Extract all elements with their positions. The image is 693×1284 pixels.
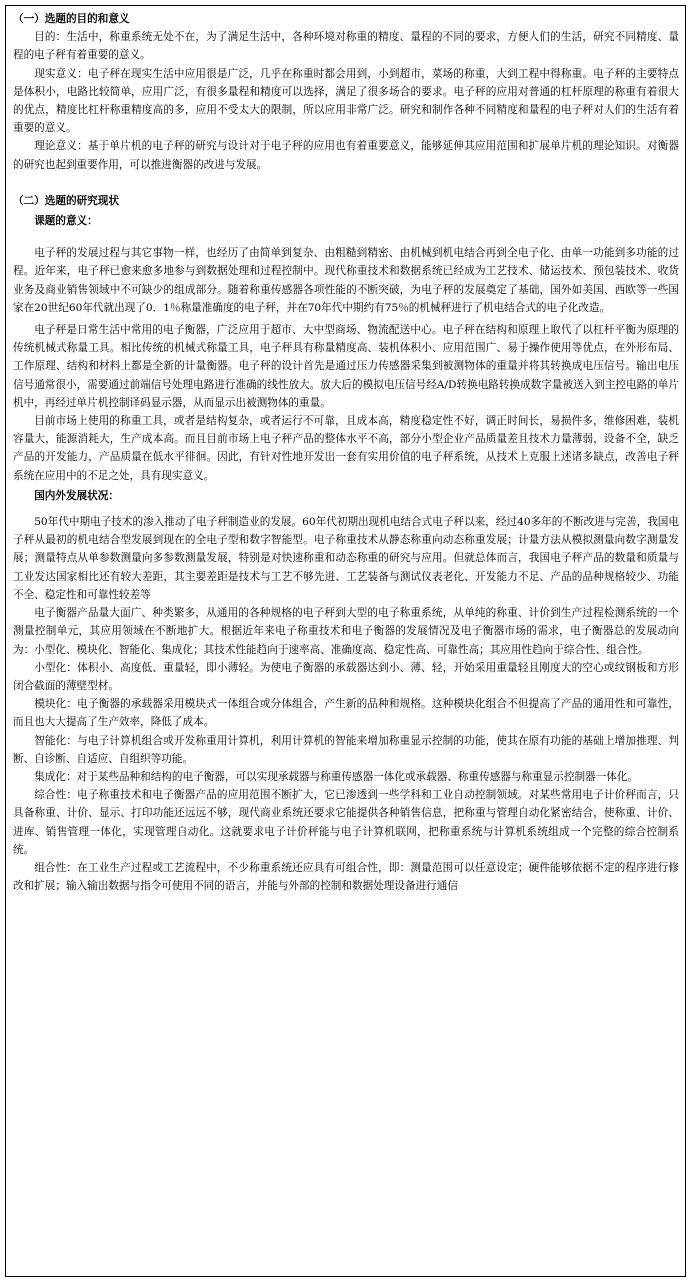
paragraph-miniaturization: 小型化：体积小、高度低、重量轻，即小薄轻。为使电子衡器的承载器达到小、薄、轻，开始采用重量轻且刚度大的空心或纹钢板和方形闭合截面的薄壁型材。 [13, 661, 679, 692]
document-page [5, 5, 686, 1277]
paragraph-theoretical-significance: 理论意义：基于单片机的电子秤的研究与设计对于电子秤的应用也有着重要意义，能够延伸其应用范围和扩展单片机的理论知识。对衡器的研究也起到重要作用，可以推进衡器的改进与发展。 [13, 140, 679, 171]
paragraph-market-problems: 目前市场上使用的称重工具，或者是结构复杂，或者运行不可靠，且成本高，精度稳定性不好，调正时间长，易损件多，维修困难，装机容量大，能源消耗大，生产成本高。而且目前市场上电子秤产品的整体水平不高，部分小型企业产品质量差且技术力量薄弱，设备不全，缺乏产品的开发能力，产品质量在低水平徘徊。因此，有针对性地开发出一套有实用价值的电子秤系统，从技术上克服上述诸多缺点，改善电子秤系统在应用中的不足之处，具有现实意义。 [13, 415, 679, 482]
paragraph-intelligence: 智能化：与电子计算机组合或开发称重用计算机，利用计算机的智能来增加称重显示控制的功能，使其在原有功能的基础上增加推理、判断、自诊断、自适应、自组织等功能。 [13, 734, 679, 765]
paragraph-domestic-history: 50年代中期电子技术的渗入推动了电子秤制造业的发展。60年代初期出现机电结合式电子秤以来，经过40多年的不断改进与完善，我国电子秤从最初的机电结合型发展到现在的全电子型和数字智能型。电子称重技术从静态称重向动态称重发展；计量方法从模拟测量向数字测量发展；测量特点从单参数测量向多参数测量发展，特别是对快速称重和动态称重的研究与应用。但就总体而言，我国电子秤产品的数量和质量与工业发达国家相比还有较大差距，其主要差距是技术与工艺不够先进、工艺装备与测试仪表老化、开发能力不足、产品的品种规格较少、功能不全、稳定性和可靠性较差等 [13, 516, 679, 601]
paragraph-electronic-scale-principle: 电子秤是日常生活中常用的电子衡器，广泛应用于超市、大中型商场、物流配送中心。电子秤在结构和原理上取代了以杠杆平衡为原理的传统机械式称量工具。相比传统的机械式称量工具，电子秤具有称量精度高、装机体积小、应用范围广、易于操作使用等优点，在外形布局、工作原理、结构和材料上都是全新的计量衡器。电子秤的设计首先是通过压力传感器采集到被测物体的重量并将其转换成电压信号。输出电压信号通常很小，需要通过前端信号处理电路进行准确的线性放大。放大后的模拟电压信号经A/D转换电路转换成数字量被送入到主控电路的单片机中，再经过单片机控制译码显示器，从而显示出被测物体的重量。 [13, 324, 679, 409]
paragraph-purpose: 目的：生活中，称重系统无处不在，为了满足生活中，各种环境对称重的精度、量程的不同的要求，方便人们的生活，研究不同精度、量程的电子秤有着重要的意义。 [13, 31, 679, 62]
paragraph-practical-significance: 现实意义：电子秤在现实生活中应用很是广泛，几乎在称重时都会用到，小到超市，菜场的称重，大到工程中得称重。电子秤的主要特点是体积小，电路比较简单，应用广泛，有很多量程和精度可以选择，满足了很多场合的要求。电子秤的应用对普通的杠杆原理的称重有着很大的优点，精度比杠杆称重精度高的多，应用不受太大的限制，所以应用非常广泛。研究和制作各种不同精度和量程的电子秤对人们的生活有着重要的意义。 [13, 67, 679, 135]
paragraph-comprehensiveness: 综合性：电子称重技术和电子衡器产品的应用范围不断扩大，它已渗透到一些学科和工业自动控制领域。对某些常用电子计价秤而言，只具备称重、计价、显示、打印功能还远远不够，现代商业系统还要求它能提供各种销售信息，把称重与管理自动化紧密结合，使称重、计价、进库、销售管理一体化，实现管理自动化。这就要求电子计价秤能与电子计算机联网，把称重系统与计算机系统组成一个完整的综合控制系统。 [13, 789, 679, 856]
section2-heading: （二）选题的研究现状 [13, 194, 119, 207]
paragraph-development-history: 电子秤的发展过程与其它事物一样，也经历了由简单到复杂、由粗糙到精密、由机械到机电结合再到全电子化、由单一功能到多功能的过程。近年来，电子秤已愈来愈多地参与到数据处理和过程控制中。现代称重技术和数据系统已经成为工艺技术、储运技术、预包装技术、收货业务及商业销售领域中不可缺少的组成部分。随着称重传感器各项性能的不断突破，为电子秤的发展奠定了基础，国外如美国、西欧等一些国家在20世纪60年代就出现了0．1％称量准确度的电子秤，并在70年代中期约有75％的机械秤进行了机电结合式的电子化改造。 [13, 247, 679, 314]
paragraph-integration: 集成化：对于某些品种和结构的电子衡器，可以实现承载器与称重传感器一体化或承载器、称重传感器与称重显示控制器一体化。 [34, 770, 639, 783]
paragraph-development-trends: 电子衡器产品量大面广、种类繁多，从通用的各种规格的电子秤到大型的电子称重系统，从单纯的称重、计价到生产过程检测系统的一个测量控制单元，其应用领域在不断地扩大。根据近年来电子称重技术和电子衡器的发展情况及电子衡器市场的需求，电子衡器总的发展动向为：小型化、模块化、智能化、集成化；其技术性能趋向于速率高、准确度高、稳定性高、可靠性高；其应用性趋向于综合性、组合性。 [13, 607, 679, 656]
paragraph-combinability: 组合性：在工业生产过程或工艺流程中，不少称重系统还应具有可组合性，即：测量范围可以任意设定；硬件能够依据不定的程序进行修改和扩展；输入输出数据与指令可使用不同的语言，并能与外部的控制和数据处理设备进行通信 [13, 861, 679, 893]
paragraph-modularization: 模块化：电子衡器的承载器采用模块式一体组合或分体组合，产生新的品种和规格。这种模块化组合不但提高了产品的通用性和可靠性，而且也大大提高了生产效率，降低了成本。 [13, 698, 679, 729]
subheading-topic-significance: 课题的意义： [34, 215, 98, 228]
subheading-domestic-foreign-status: 国内外发展状况： [34, 489, 119, 502]
section1-heading: （一）选题的目的和意义 [13, 13, 130, 25]
